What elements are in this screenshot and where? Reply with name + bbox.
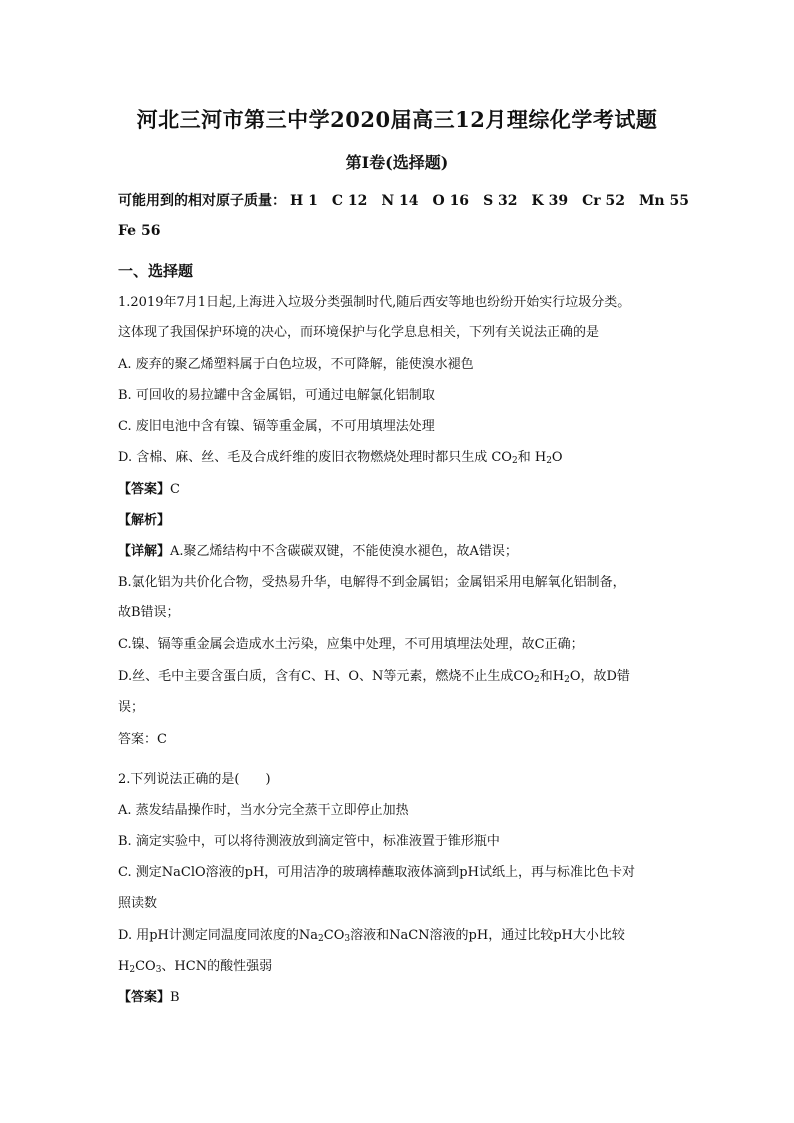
q1-option-c: C. 废旧电池中含有镍、镉等重金属，不可用填埋法处理 bbox=[118, 419, 435, 434]
subscript: 2 bbox=[318, 934, 324, 944]
atomic-mass-label: 可能用到的相对原子质量： bbox=[118, 193, 286, 209]
q2-option-d-text: CO bbox=[135, 959, 156, 974]
detail-d-text: D.丝、毛中主要含蛋白质，含有C、H、O、N等元素，燃烧不止生成CO bbox=[118, 669, 535, 684]
section-heading: 一、选择题 bbox=[118, 262, 194, 280]
page-subtitle: 第I卷(选择题) bbox=[345, 153, 449, 172]
detail-d-text: O，故D错 bbox=[569, 669, 630, 684]
atomic-mass-c: C 12 bbox=[331, 193, 368, 209]
detail-a-text: A.聚乙烯结构中不含碳碳双键，不能使溴水褪色，故A错误； bbox=[170, 544, 518, 559]
subscript: 2 bbox=[511, 456, 518, 466]
q1-stem-line2: 这体现了我国保护环境的决心，而环境保护与化学息息相关，下列有关说法正确的是 bbox=[118, 325, 600, 340]
q1-detail-d2: 误； bbox=[118, 700, 145, 715]
q2-stem: 2.下列说法正确的是( ) bbox=[118, 772, 271, 787]
atomic-mass-s: S 32 bbox=[483, 193, 518, 209]
q1-detail-b2: 故B错误； bbox=[118, 605, 180, 620]
subscript: 3 bbox=[344, 934, 351, 944]
answer-tag: 【答案】 bbox=[118, 990, 171, 1005]
subscript: 2 bbox=[534, 675, 540, 685]
q1-option-d-text: O bbox=[551, 450, 563, 465]
q1-detail-d1 bbox=[118, 668, 684, 686]
q1-answer bbox=[118, 481, 684, 499]
q1-detail-b1: B.氯化铝为共价化合物，受热易升华，电解得不到金属铝；金属铝采用电解氧化铝制备， bbox=[118, 575, 626, 590]
atomic-mass-n: N 14 bbox=[381, 193, 419, 209]
q1-detail-a bbox=[118, 543, 684, 561]
q1-option-d-text: 和 H bbox=[517, 450, 547, 465]
q2-option-d-text: CO bbox=[323, 928, 345, 943]
atomic-mass-mn: Mn 55 bbox=[638, 193, 689, 209]
subscript: 3 bbox=[155, 965, 162, 975]
q2-option-d2 bbox=[118, 958, 684, 976]
subscript: 2 bbox=[129, 965, 136, 975]
q2-option-d-text: 、HCN的酸性强弱 bbox=[161, 959, 273, 974]
q1-final-answer: 答案：C bbox=[118, 732, 167, 747]
q2-option-c1: C. 测定NaClO溶液的pH，可用洁净的玻璃棒蘸取液体滴到pH试纸上，再与标准比色卡对 bbox=[118, 865, 635, 880]
q1-option-a: A. 废弃的聚乙烯塑料属于白色垃圾，不可降解，能使溴水褪色 bbox=[118, 357, 474, 372]
page-title: 河北三河市第三中学2020届高三12月理综化学考试题 bbox=[136, 107, 658, 132]
q2-option-a: A. 蒸发结晶操作时，当水分完全蒸干立即停止加热 bbox=[118, 803, 409, 818]
q2-option-d-text: D. 用pH计测定同温度同浓度的Na bbox=[118, 928, 319, 943]
q2-option-b: B. 滴定实验中，可以将待测液放到滴定管中，标准液置于锥形瓶中 bbox=[118, 834, 500, 849]
subscript: 2 bbox=[564, 675, 570, 685]
q2-answer bbox=[118, 989, 684, 1007]
detail-tag: 【详解】 bbox=[118, 544, 171, 559]
q1-stem-line1: 1.2019年7月1日起,上海进入垃圾分类强制时代,随后西安等地也纷纷开始实行垃圾分类。 bbox=[118, 295, 631, 310]
q2-option-d1 bbox=[118, 927, 684, 945]
atomic-mass-fe: Fe 56 bbox=[118, 223, 161, 239]
answer-value: B bbox=[170, 990, 180, 1005]
subscript: 2 bbox=[546, 456, 552, 466]
q1-option-b: B. 可回收的易拉罐中含金属铝，可通过电解氯化铝制取 bbox=[118, 388, 435, 403]
atomic-mass-cr: Cr 52 bbox=[582, 193, 625, 209]
q1-analysis-tag: 【解析】 bbox=[118, 513, 171, 528]
q2-option-d-text: 溶液和NaCN溶液的pH，通过比较pH大小比较 bbox=[350, 928, 625, 943]
q2-option-d-text: H bbox=[118, 959, 130, 974]
q1-detail-c: C.镍、镉等重金属会造成水土污染，应集中处理，不可用填埋法处理，故C正确； bbox=[118, 637, 584, 652]
detail-d-text: 和H bbox=[539, 669, 565, 684]
q2-option-c2: 照读数 bbox=[118, 896, 158, 911]
q1-option-d bbox=[118, 449, 684, 467]
answer-tag: 【答案】 bbox=[118, 482, 171, 497]
atomic-mass-o: O 16 bbox=[432, 193, 470, 209]
q1-option-d-text: D. 含棉、麻、丝、毛及合成纤维的废旧衣物燃烧处理时都只生成 CO bbox=[118, 450, 512, 465]
atomic-mass-line bbox=[118, 192, 689, 210]
atomic-mass-k: K 39 bbox=[531, 193, 569, 209]
atomic-mass-h: H 1 bbox=[290, 193, 318, 209]
answer-value: C bbox=[170, 482, 180, 497]
